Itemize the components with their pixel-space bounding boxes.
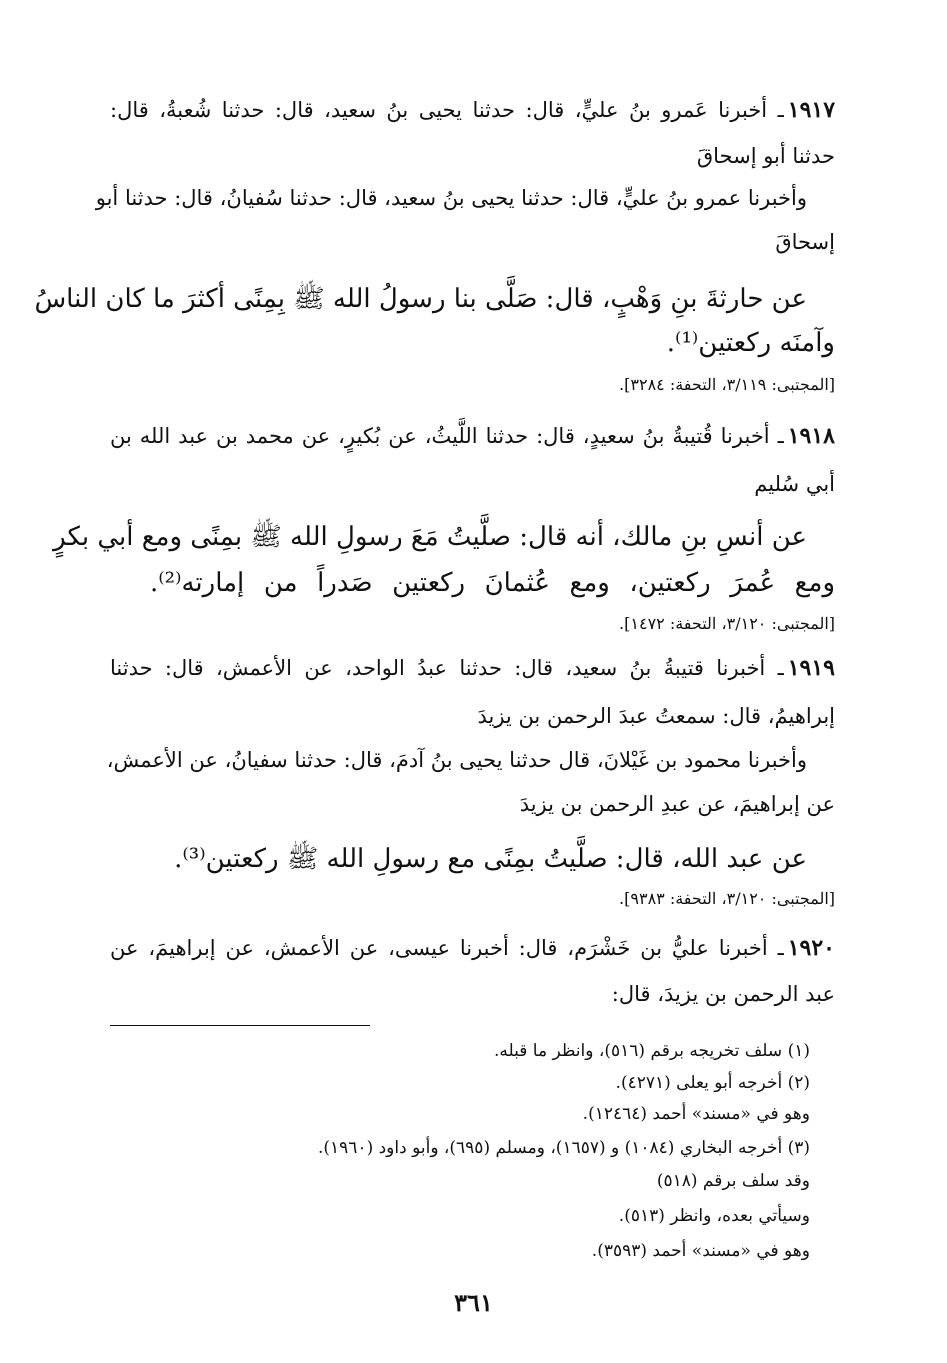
footnote-separator bbox=[110, 1025, 370, 1026]
hadith-1919-line-4: عن إبراهيمَ، عن عبدِ الرحمن بن يزيدَ bbox=[519, 792, 835, 816]
hadith-1917-reference: [المجتبى: ٣/١١٩، التحفة: ٣٢٨٤]. bbox=[619, 375, 835, 394]
hadith-1917-line-1: ١٩١٧ـ أخبرنا عَمرو بنُ عليٍّ، قال: حدثنا يحيى بنُ سعيد، قال: حدثنا شُعبةُ، قال: bbox=[110, 97, 836, 123]
footnote-line: (٢) أخرجه أبو يعلى (٤٢٧١). bbox=[615, 1073, 810, 1093]
footnote-line: وقد سلف برقم (٥١٨) bbox=[656, 1171, 810, 1191]
footnote-line: (١) سلف تخريجه برقم (٥١٦)، وانظر ما قبله. bbox=[493, 1041, 810, 1061]
hadith-1919-line-1: ١٩١٩ـ أخبرنا قتيبةُ بنُ سعيد، قال: حدثنا عبدُ الواحد، عن الأعمش، قال: حدثنا bbox=[110, 655, 835, 681]
hadith-1917-line-2: حدثنا أبو إسحاقَ bbox=[696, 144, 835, 168]
hadith-1917-line-4: إسحاقَ bbox=[775, 230, 835, 254]
footnote-line: وهو في «مسند» أحمد (١٢٤٦٤). bbox=[582, 1104, 810, 1124]
hadith-number: ١٩٢٠ bbox=[787, 935, 835, 961]
hadith-1917-matn-1: عن حارثةَ بنِ وَهْبٍ، قال: صَلَّى بنا رسولُ الله ﷺ بِمِنًى أكثرَ ما كان الناسُ bbox=[34, 284, 807, 314]
hadith-1917-matn-2: وآمنَه ركعتين⁽¹⁾. bbox=[666, 328, 835, 358]
hadith-1918-line-2: أبي سُليم bbox=[754, 472, 835, 496]
hadith-number: ١٩١٨ bbox=[787, 423, 835, 449]
hadith-number: ١٩١٧ bbox=[787, 97, 836, 123]
page-number: ٣٦١ bbox=[454, 1288, 493, 1317]
hadith-1918-matn-1: عن أنسِ بنِ مالك، أنه قال: صلَّيتُ مَعَ رسولِ الله ﷺ بمِنًى ومع أبي بكرٍ bbox=[53, 522, 807, 552]
footnote-line: (٣) أخرجه البخاري (١٠٨٤) و (١٦٥٧)، ومسلم (٦٩٥)، وأبو داود (١٩٦٠). bbox=[317, 1138, 810, 1158]
footnote-line: وهو في «مسند» أحمد (٣٥٩٣). bbox=[591, 1241, 810, 1261]
hadith-1919-line-2: إبراهيمُ، قال: سمعتُ عبدَ الرحمن بن يزيدَ bbox=[477, 704, 835, 728]
hadith-1919-matn-1: عن عبد الله، قال: صلَّيتُ بمِنًى مع رسولِ الله ﷺ ركعتين⁽³⁾. bbox=[174, 844, 807, 874]
hadith-1918-line-1: ١٩١٨ـ أخبرنا قُتيبةُ بنُ سعيدٍ، قال: حدثنا اللَّيثُ، عن بُكيرٍ، عن محمد بن عبد الله بن bbox=[110, 423, 835, 449]
footnote-line: وسيأتي بعده، وانظر (٥١٣). bbox=[618, 1206, 810, 1226]
hadith-number: ١٩١٩ bbox=[787, 655, 835, 681]
hadith-1917-line-3: وأخبرنا عمرو بنُ عليٍّ، قال: حدثنا يحيى بنُ سعيد، قال: حدثنا سُفيانُ، قال: حدثنا أبو bbox=[95, 186, 807, 210]
hadith-1920-line-2: عبد الرحمن بن يزيدَ، قال: bbox=[611, 982, 835, 1006]
hadith-1918-matn-2: ومع عُمرَ ركعتين، ومع عُثمانَ ركعتين صَدراً من إمارته⁽²⁾. bbox=[150, 568, 835, 598]
hadith-1919-reference: [المجتبى: ٣/١٢٠، التحفة: ٩٣٨٣]. bbox=[619, 889, 835, 908]
hadith-1918-reference: [المجتبى: ٣/١٢٠، التحفة: ١٤٧٢]. bbox=[619, 614, 835, 633]
hadith-1919-line-3: وأخبرنا محمود بن غَيْلانَ، قال حدثنا يحيى بنُ آدمَ، قال: حدثنا سفيانُ، عن الأعمش، bbox=[106, 748, 807, 772]
hadith-1920-line-1: ١٩٢٠ـ أخبرنا عليُّ بن خَشْرَم، قال: أخبرنا عيسى، عن الأعمش، عن إبراهيمَ، عن bbox=[110, 935, 835, 961]
